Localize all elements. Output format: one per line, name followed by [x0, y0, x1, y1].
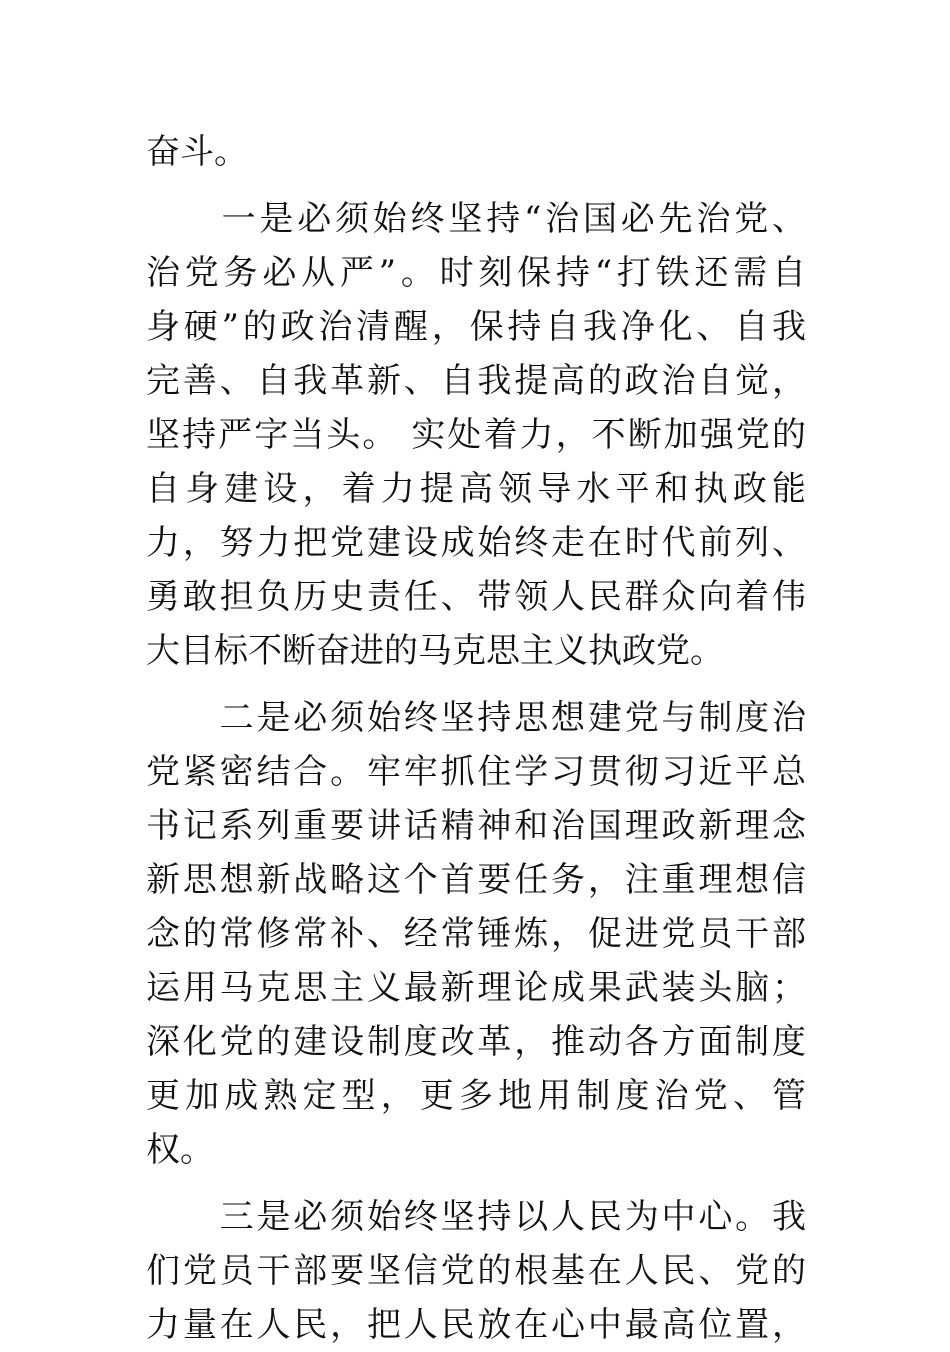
text-line: 力量在人民，把人民放在心中最高位置，: [146, 1305, 806, 1345]
paragraph-point-two: [146, 691, 806, 1177]
text-line: 力，努力把党建设成始终走在时代前列、: [146, 523, 806, 563]
text-line: 自身建设，着力提高领导水平和执政能: [146, 469, 806, 509]
text-line: 新思想新战略这个首要任务，注重理想信: [146, 860, 806, 900]
paragraph-fendou-tail: [146, 125, 806, 179]
text-line: 深化党的建设制度改革，推动各方面制度: [146, 1022, 806, 1062]
text-line: 更加成熟定型，更多地用制度治党、管: [146, 1076, 806, 1116]
text-line: 二是必须始终坚持思想建党与制度治: [146, 698, 806, 738]
text-line: 书记系列重要讲话精神和治国理政新理念: [146, 806, 806, 846]
text-line: 身硬”的政治清醒，保持自我净化、自我: [146, 307, 806, 347]
paragraph-point-one: [146, 192, 806, 678]
text-line: 念的常修常补、经常锤炼，促进党员干部: [146, 914, 806, 954]
text-line: 三是必须始终坚持以人民为中心。我: [146, 1197, 806, 1237]
text-line: 大目标不断奋进的马克思主义执政党。: [146, 631, 724, 671]
text-line: 们党员干部要坚信党的根基在人民、党的: [146, 1251, 806, 1291]
text-line: 奋斗。: [146, 132, 248, 172]
document-body: [146, 125, 806, 1352]
paragraph-point-three: [146, 1190, 806, 1352]
text-line: 权。: [146, 1130, 214, 1170]
text-line: 治党务必从严”。时刻保持“打铁还需自: [146, 253, 806, 293]
text-line: 坚持严字当头。 实处着力，不断加强党的: [146, 415, 806, 455]
text-line: 一是必须始终坚持“治国必先治党、: [146, 199, 806, 239]
text-line: 完善、自我革新、自我提高的政治自觉，: [146, 361, 806, 401]
text-line: 勇敢担负历史责任、带领人民群众向着伟: [146, 577, 806, 617]
text-line: 党紧密结合。牢牢抓住学习贯彻习近平总: [146, 752, 806, 792]
text-line: 运用马克思主义最新理论成果武装头脑；: [146, 968, 806, 1008]
